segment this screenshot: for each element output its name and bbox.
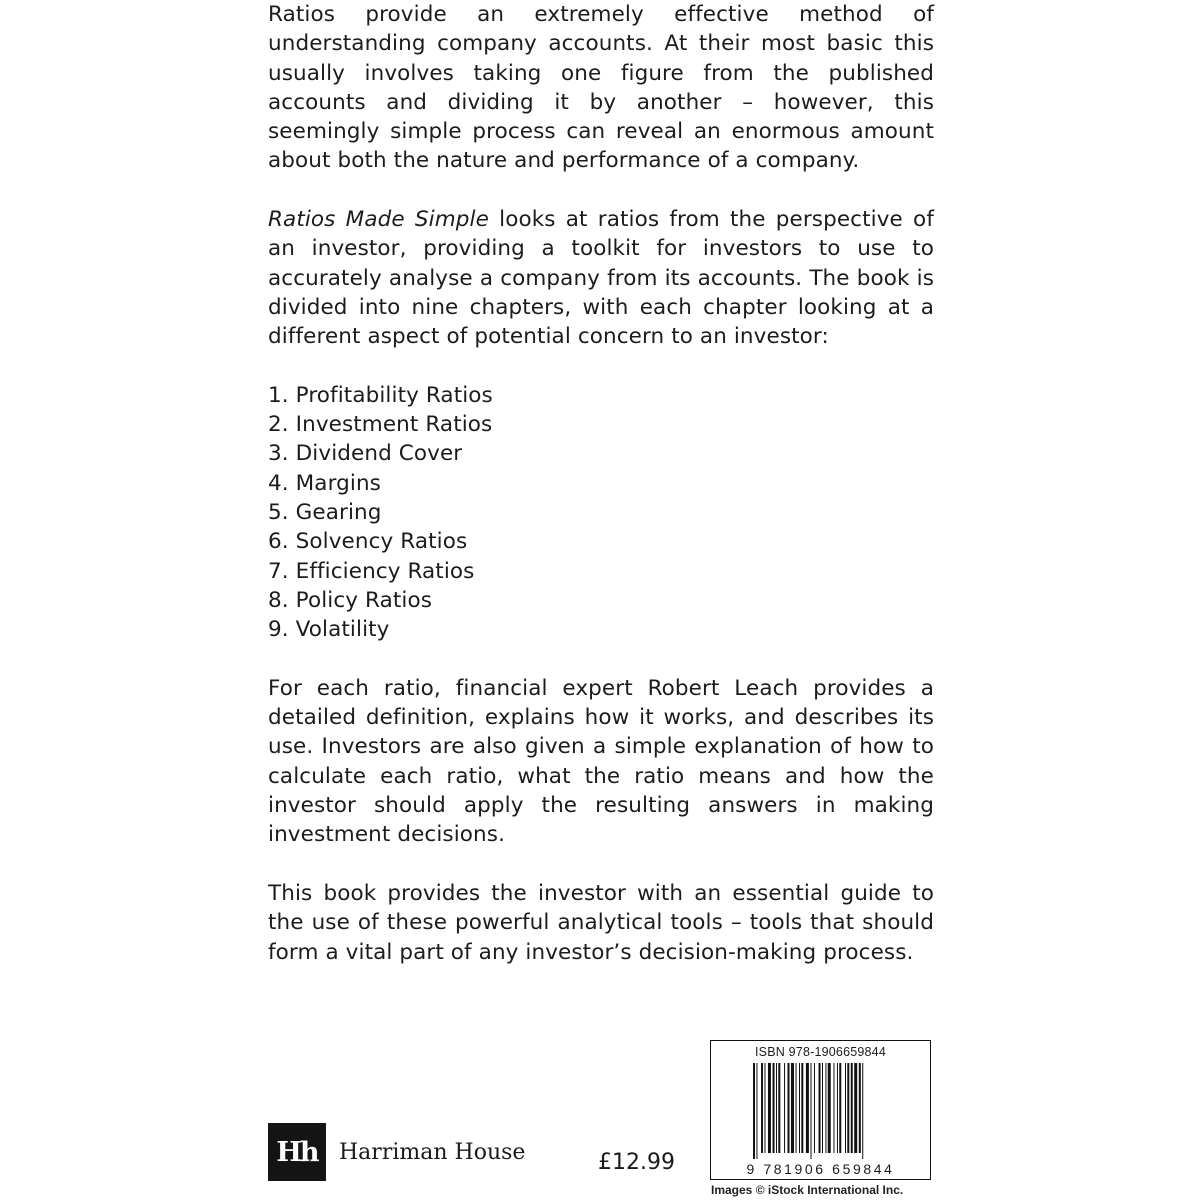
barcode-bar bbox=[862, 1063, 863, 1159]
barcode-bar bbox=[839, 1063, 841, 1153]
list-item: 1. Profitability Ratios bbox=[268, 382, 493, 408]
barcode-bar bbox=[834, 1063, 835, 1153]
isbn-label: ISBN 978-1906659844 bbox=[755, 1045, 886, 1059]
barcode-bar bbox=[756, 1063, 757, 1159]
barcode-icon bbox=[753, 1063, 891, 1159]
list-item: 2. Investment Ratios bbox=[268, 412, 493, 438]
list-item: 5. Gearing bbox=[268, 500, 382, 526]
publisher-brand bbox=[268, 1123, 525, 1181]
barcode-bar bbox=[788, 1063, 790, 1153]
author-paragraph: For each ratio, financial expert Robert Leach provides a detailed definition, explains how it works, and describes its use. Investors are also given a simple explanation of how to calculate each ratio, what the ratio means and how the investor should apply the resulting answers in making investment decisions. bbox=[268, 675, 934, 848]
barcode-bar bbox=[784, 1063, 785, 1153]
publisher-name: Harriman House bbox=[339, 1139, 526, 1165]
barcode-bar bbox=[796, 1063, 797, 1153]
back-cover-text bbox=[268, 0, 934, 996]
barcode-bar bbox=[828, 1063, 831, 1153]
barcode-bar bbox=[859, 1063, 861, 1153]
overview-paragraph bbox=[268, 205, 934, 351]
barcode-bar bbox=[819, 1063, 821, 1153]
barcode-bar bbox=[814, 1063, 815, 1153]
barcode-bar bbox=[768, 1063, 771, 1153]
isbn-digits: 9 781906 659844 bbox=[746, 1161, 895, 1177]
barcode-bar bbox=[799, 1063, 800, 1153]
list-item: 4. Margins bbox=[268, 470, 381, 496]
barcode-bar bbox=[847, 1063, 849, 1153]
barcode-bar bbox=[837, 1063, 838, 1153]
list-item: 9. Volatility bbox=[268, 617, 390, 643]
barcode-bar bbox=[776, 1063, 777, 1153]
barcode-bar bbox=[753, 1063, 755, 1159]
closing-paragraph: This book provides the investor with an essential guide to the use of these powerful analytical tools – tools that should form a vital part of any investor’s decision-making process. bbox=[268, 880, 934, 965]
barcode-bar bbox=[825, 1063, 826, 1153]
barcode-bar bbox=[851, 1063, 853, 1153]
barcode-panel bbox=[710, 1040, 931, 1180]
list-item: 6. Solvency Ratios bbox=[268, 529, 468, 555]
barcode-bar bbox=[845, 1063, 846, 1153]
barcode-bar bbox=[761, 1063, 763, 1153]
list-item: 7. Efficiency Ratios bbox=[268, 558, 475, 584]
overview-text: looks at ratios from the perspective of an investor, providing a toolkit for investors to use to accurately analyse a company from its accounts. The book is divided into nine chapters, with each chapter looking at a different aspect of potential concern to an investor: bbox=[268, 207, 934, 350]
barcode-bar bbox=[854, 1063, 857, 1153]
list-item: 8. Policy Ratios bbox=[268, 587, 433, 613]
barcode-bar bbox=[765, 1063, 766, 1153]
intro-paragraph: Ratios provide an extremely effective method of understanding company accounts. At their most basic this usually involves taking one figure from the published accounts and dividing it by another – however, this seemingly simple process can reveal an enormous amount about both the nature and performance of a company. bbox=[268, 2, 934, 174]
barcode-bar bbox=[773, 1063, 775, 1153]
price-label: £12.99 bbox=[598, 1150, 675, 1175]
chapter-list bbox=[268, 381, 934, 645]
image-credit: Images © iStock International Inc. bbox=[711, 1183, 904, 1197]
barcode-bar bbox=[791, 1063, 794, 1153]
barcode-bar bbox=[801, 1063, 803, 1153]
barcode-bar bbox=[778, 1063, 780, 1153]
book-title: Ratios Made Simple bbox=[268, 207, 489, 233]
barcode-bar bbox=[822, 1063, 823, 1153]
barcode-bar bbox=[806, 1063, 809, 1153]
list-item: 3. Dividend Cover bbox=[268, 441, 463, 467]
barcode-bar bbox=[811, 1063, 812, 1159]
publisher-logo: Hh bbox=[268, 1123, 326, 1181]
